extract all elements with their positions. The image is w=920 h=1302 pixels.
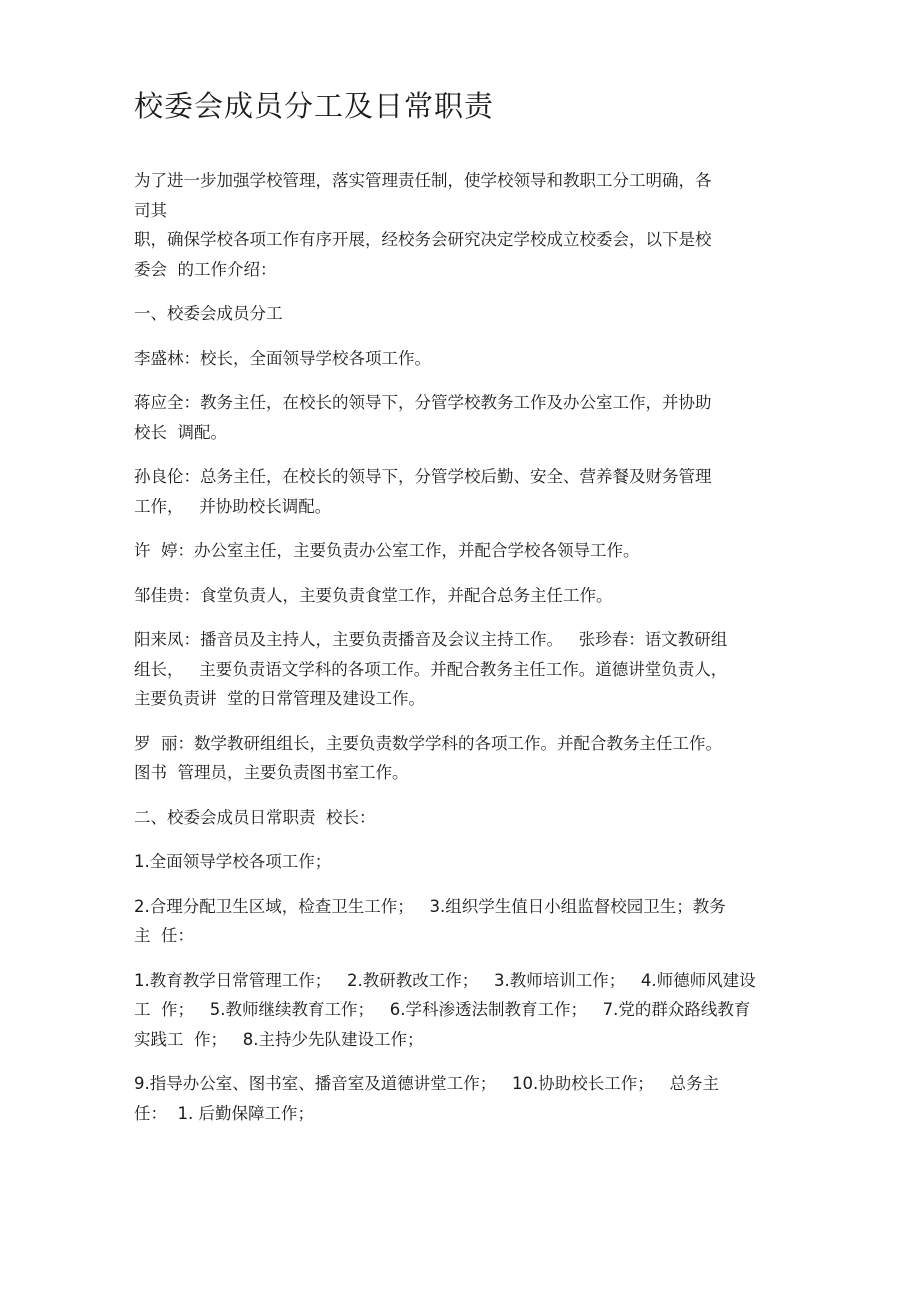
text-line: 为了进一步加强学校管理，落实管理责任制，使学校领导和教职工分工明确，各 — [134, 171, 712, 190]
text-line: 罗 丽：数学教研组组长，主要负责数学学科的各项工作。并配合教务主任工作。 — [134, 733, 722, 753]
paragraph — [134, 166, 799, 284]
document-title: 校委会成员分工及日常职责 — [134, 89, 495, 123]
text-line: 主要负责讲 堂的日常管理及建设工作。 — [134, 689, 425, 708]
text-line: 实践工 作； 8.主持少先队建设工作； — [134, 1029, 424, 1049]
paragraph — [134, 1069, 799, 1128]
text-line: 任： 1. 后勤保障工作； — [134, 1103, 314, 1123]
paragraph — [134, 581, 799, 611]
paragraph — [134, 299, 799, 329]
text-line: 委会 的工作介绍： — [134, 259, 277, 279]
text-line: 二、校委会成员日常职责 校长： — [134, 807, 376, 827]
paragraph — [134, 536, 799, 566]
text-line: 9.指导办公室、图书室、播音室及道德讲堂工作； 10.协助校长工作； 总务主 — [134, 1074, 719, 1093]
text-line: 孙良伦：总务主任，在校长的领导下，分管学校后勤、安全、营养餐及财务管理 — [134, 467, 712, 486]
text-line: 阳来凤：播音员及主持人，主要负责播音及会议主持工作。 张珍春：语文教研组 — [134, 630, 728, 649]
paragraph — [134, 388, 799, 447]
text-line: 司其 — [134, 200, 167, 220]
paragraph — [134, 625, 799, 714]
text-line: 蒋应全：教务主任，在校长的领导下，分管学校教务工作及办公室工作，并协助 — [134, 393, 712, 412]
text-line: 工 作； 5.教师继续教育工作； 6.学科渗透法制教育工作； 7.党的群众路线教育 — [134, 1000, 751, 1019]
text-line: 工作， 并协助校长调配。 — [134, 496, 332, 516]
document-body — [134, 166, 920, 1128]
text-line: 1.教育教学日常管理工作； 2.教研教改工作； 3.教师培训工作； 4.师德师风建设 — [134, 970, 756, 990]
text-line: 李盛林：校长，全面领导学校各项工作。 — [134, 348, 431, 368]
paragraph — [134, 847, 799, 877]
text-line: 主 任： — [134, 926, 194, 945]
paragraph — [134, 803, 799, 833]
text-line: 校长 调配。 — [134, 422, 227, 442]
paragraph — [134, 892, 799, 951]
text-line: 职，确保学校各项工作有序开展，经校务会研究决定学校成立校委会，以下是校 — [134, 230, 712, 249]
paragraph — [134, 462, 799, 521]
paragraph — [134, 729, 799, 788]
text-line: 一、校委会成员分工 — [134, 304, 283, 323]
text-line: 组长， 主要负责语文学科的各项工作。并配合教务主任工作。道德讲堂负责人， — [134, 659, 728, 679]
text-line: 1.全面领导学校各项工作； — [134, 852, 332, 871]
text-line: 2.合理分配卫生区域，检查卫生工作； 3.组织学生值日小组监督校园卫生；教务 — [134, 896, 726, 916]
text-line: 许 婷：办公室主任，主要负责办公室工作，并配合学校各领导工作。 — [134, 541, 640, 560]
paragraph — [134, 966, 799, 1055]
text-line: 邹佳贵：食堂负责人，主要负责食堂工作，并配合总务主任工作。 — [134, 585, 613, 605]
paragraph — [134, 344, 799, 374]
text-line: 图书 管理员，主要负责图书室工作。 — [134, 763, 409, 782]
